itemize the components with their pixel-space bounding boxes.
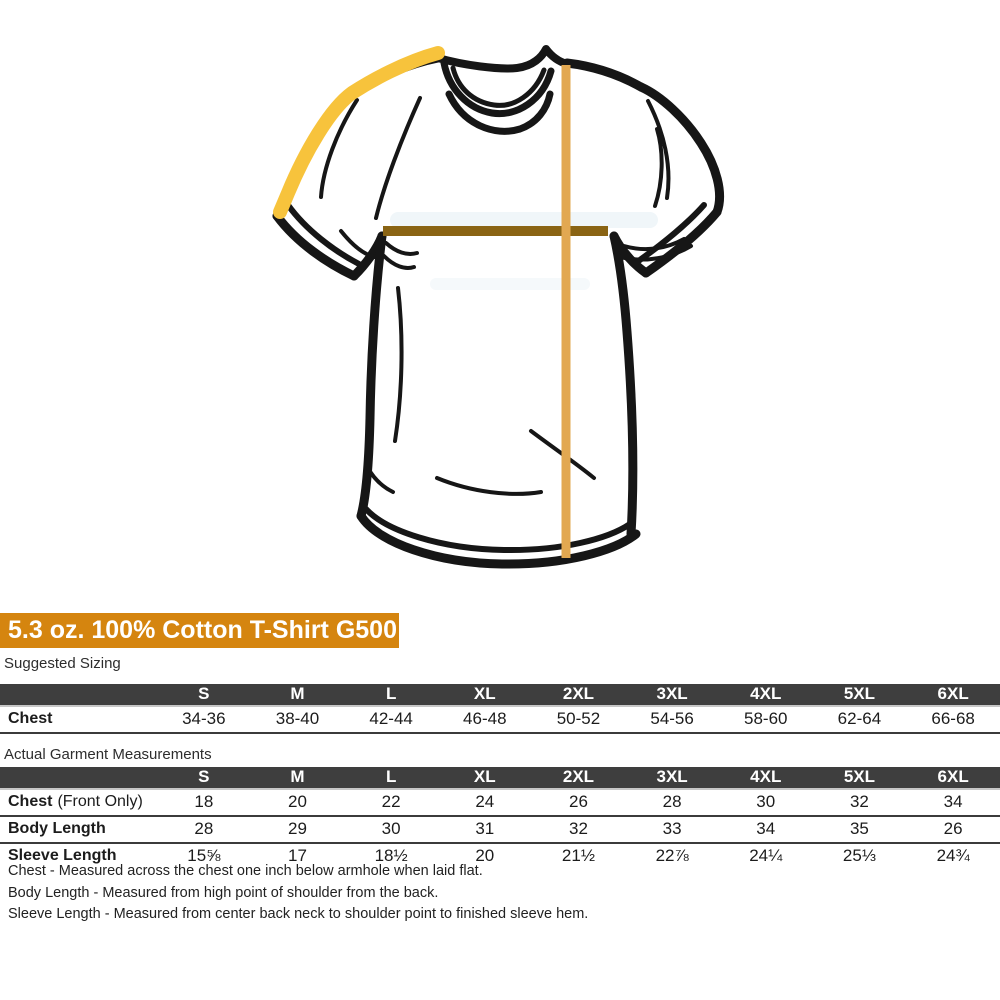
row-label-chest: Chest bbox=[0, 706, 157, 733]
cell: 34 bbox=[906, 789, 1000, 816]
cell: 24¾ bbox=[936, 846, 970, 865]
row-label-sleeve-length: Sleeve Length bbox=[8, 847, 117, 864]
cell: 25⅓ bbox=[842, 846, 876, 865]
cell: 32 bbox=[813, 789, 907, 816]
size-col-s: S bbox=[157, 767, 251, 789]
cell: 20 bbox=[251, 789, 345, 816]
size-col-3xl: 3XL bbox=[625, 767, 719, 789]
cell: 32 bbox=[532, 816, 626, 843]
cell: 34 bbox=[719, 816, 813, 843]
row-label-bold: Chest bbox=[8, 793, 53, 810]
product-banner bbox=[0, 613, 399, 648]
size-col-l: L bbox=[344, 684, 438, 706]
cell: 29 bbox=[251, 816, 345, 843]
cell: 26 bbox=[532, 789, 626, 816]
body-length-row bbox=[0, 816, 1000, 843]
row-label-chest-front-only bbox=[0, 789, 157, 816]
cell: 26 bbox=[906, 816, 1000, 843]
row-label-suffix: (Front Only) bbox=[57, 793, 143, 810]
cell: 24¼ bbox=[749, 846, 783, 865]
size-col-3xl: 3XL bbox=[625, 684, 719, 706]
cell: 22⅞ bbox=[655, 846, 689, 865]
note-chest: Chest - Measured across the chest one inch below armhole when laid flat. bbox=[8, 863, 483, 879]
actual-header-row bbox=[0, 767, 1000, 789]
cell: 30 bbox=[344, 816, 438, 843]
size-col-5xl: 5XL bbox=[813, 767, 907, 789]
size-col-4xl: 4XL bbox=[719, 684, 813, 706]
size-col-s: S bbox=[157, 684, 251, 706]
sleeve-length-line bbox=[280, 53, 438, 212]
size-col-2xl: 2XL bbox=[532, 767, 626, 789]
size-col-2xl: 2XL bbox=[532, 684, 626, 706]
size-col-6xl: 6XL bbox=[906, 767, 1000, 789]
collar bbox=[444, 63, 551, 131]
measurement-notes bbox=[8, 861, 588, 926]
size-col-l: L bbox=[344, 767, 438, 789]
note-sleeve-length: Sleeve Length - Measured from center back neck to shoulder point to finished sleeve hem. bbox=[8, 906, 589, 922]
actual-measurements-table bbox=[0, 767, 1000, 869]
size-col-m: M bbox=[251, 767, 345, 789]
cell: 22 bbox=[344, 789, 438, 816]
header-corner-cell bbox=[0, 684, 157, 706]
chest-front-only-row bbox=[0, 789, 1000, 816]
actual-measurements-heading: Actual Garment Measurements bbox=[4, 746, 212, 763]
suggested-sizing-table bbox=[0, 684, 1000, 734]
cell: 28 bbox=[625, 789, 719, 816]
size-col-4xl: 4XL bbox=[719, 767, 813, 789]
cell: 33 bbox=[625, 816, 719, 843]
cell: 21½ bbox=[561, 846, 595, 865]
row-label-body-length: Body Length bbox=[0, 816, 157, 843]
cell-chest-5xl: 62-64 bbox=[813, 706, 907, 733]
cell: 35 bbox=[813, 816, 907, 843]
size-col-xl: XL bbox=[438, 767, 532, 789]
suggested-header-row bbox=[0, 684, 1000, 706]
note-body-length: Body Length - Measured from high point of shoulder from the back. bbox=[8, 884, 439, 901]
suggested-chest-row bbox=[0, 706, 1000, 733]
cell: 24 bbox=[438, 789, 532, 816]
cell-chest-xl: 46-48 bbox=[438, 706, 532, 733]
size-col-6xl: 6XL bbox=[906, 684, 1000, 706]
cell: 15⅝ bbox=[187, 846, 221, 865]
size-col-5xl: 5XL bbox=[813, 684, 907, 706]
cell: 18½ bbox=[374, 846, 408, 865]
cell: 28 bbox=[157, 816, 251, 843]
cell: 30 bbox=[719, 789, 813, 816]
cell-chest-6xl: 66-68 bbox=[906, 706, 1000, 733]
cell: 18 bbox=[157, 789, 251, 816]
cell-chest-3xl: 54-56 bbox=[625, 706, 719, 733]
size-col-m: M bbox=[251, 684, 345, 706]
header-corner-cell bbox=[0, 767, 157, 789]
cell: 31 bbox=[438, 816, 532, 843]
cell-chest-2xl: 50-52 bbox=[532, 706, 626, 733]
cell: 20 bbox=[475, 846, 495, 865]
cell-chest-4xl: 58-60 bbox=[719, 706, 813, 733]
cell: 17 bbox=[288, 846, 307, 865]
cell-chest-l: 42-44 bbox=[344, 706, 438, 733]
suggested-sizing-heading: Suggested Sizing bbox=[4, 655, 121, 672]
cell-chest-m: 38-40 bbox=[251, 706, 345, 733]
size-col-xl: XL bbox=[438, 684, 532, 706]
product-title: 5.3 oz. 100% Cotton T-Shirt G500 bbox=[8, 616, 397, 644]
cell-chest-s: 34-36 bbox=[157, 706, 251, 733]
